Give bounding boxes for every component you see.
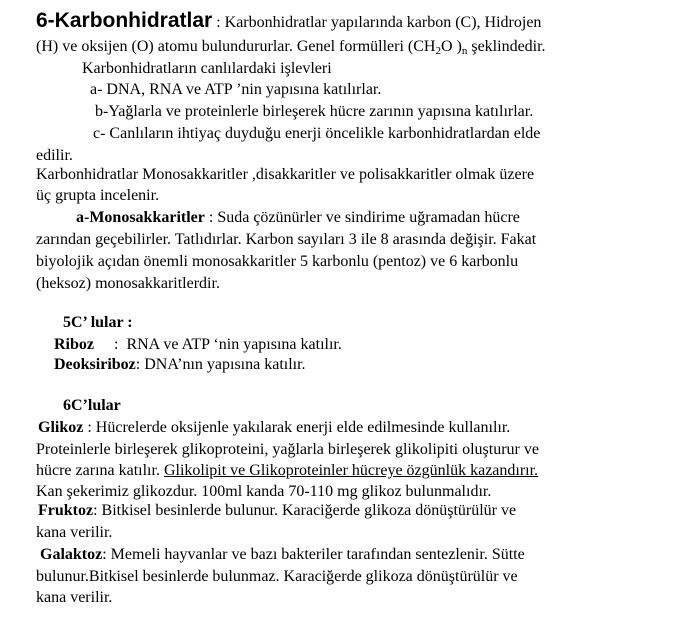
c5-heading: 5C’ lular :: [63, 314, 133, 331]
classification-line-1: Karbonhidratlar Monosakkaritler ,disakkaritler ve polisakkaritler olmak üzere: [36, 166, 535, 183]
page-title: 6-Karbonhidratlar: [36, 9, 213, 32]
riboz-label: Riboz: [54, 336, 94, 353]
classification-line-2: üç grupta incelenir.: [36, 187, 160, 204]
fruktoz-label: Fruktoz: [38, 502, 94, 519]
deoksiriboz-label: Deoksiriboz: [54, 356, 136, 373]
glikoz-line-4: Kan şekerimiz glikozdur. 100ml kanda 70-110 mg glikoz bulunmalıdır.: [36, 483, 492, 500]
fruktoz-line-2: kana verilir.: [36, 524, 113, 541]
glikoz-label: Glikoz: [38, 419, 84, 436]
c6-heading: 6C’lular: [63, 397, 121, 414]
function-item-a: a- DNA, RNA ve ATP ’nin yapısına katılırlar.: [90, 81, 382, 98]
glikoz-line-1: Glikoz : Hücrelerde oksijenle yakılarak enerji elde edilmesinde kullanılır.: [38, 419, 511, 436]
galaktoz-label: Galaktoz: [40, 546, 103, 563]
function-item-c: c- Canlıların ihtiyaç duyduğu enerji öncelikle karbonhidratlardan elde: [93, 125, 541, 142]
riboz-line: Riboz : RNA ve ATP ‘nin yapısına katılır.: [54, 336, 342, 353]
function-item-c-continued: edilir.: [36, 147, 73, 164]
intro-line-2: (H) ve oksijen (O) atomu bulundururlar. Genel formülleri ($CH_2O$ )$_n$ şeklindedir.: [36, 38, 546, 57]
galaktoz-line-2: bulunur.Bitkisel besinlerde bulunmaz. Karaciğerde glikoza dönüştürülür ve: [36, 568, 518, 585]
intro-line-1: [36, 8, 541, 36]
glikoz-underlined-text: Glikolipit ve Glikoproteinler hücreye özgünlük kazandırır.: [163, 462, 539, 479]
glikoz-line-2: Proteinlerle birleşerek glikoproteini, yağlarla birleşerek glikolipiti oluşturur ve: [36, 441, 539, 458]
mono-label: a-Monosakkaritler: [76, 209, 205, 226]
glikoz-line-3: hücre zarına katılır. Glikolipit ve Glikoproteinler hücreye özgünlük kazandırır.: [36, 462, 539, 479]
galaktoz-line-3: kana verilir.: [36, 589, 113, 606]
deoksiriboz-line: Deoksiriboz: DNA’nın yapısına katılır.: [54, 356, 306, 373]
mono-line-1: a-Monosakkaritler : Suda çözünürler ve sindirime uğramadan hücre: [76, 209, 520, 226]
mono-line-4: (heksoz) monosakkaritlerdir.: [36, 275, 220, 292]
galaktoz-line-1: Galaktoz: Memeli hayvanlar ve bazı bakteriler tarafından sentezlenir. Sütte: [40, 546, 525, 563]
mono-line-3: biyolojik açıdan önemli monosakkaritler 5 karbonlu (pentoz) ve 6 karbonlu: [36, 253, 519, 270]
mono-line-2: zarından geçebilirler. Tatlıdırlar. Karbon sayıları 3 ile 8 arasında değişir. Fakat: [36, 231, 537, 248]
function-item-b: b-Yağlarla ve proteinlerle birleşerek hücre zarının yapısına katılırlar.: [95, 103, 534, 120]
fruktoz-line-1: Fruktoz: Bitkisel besinlerde bulunur. Karaciğerde glikoza dönüştürülür ve: [38, 502, 517, 519]
functions-heading: Karbonhidratların canlılardaki işlevleri: [82, 60, 332, 77]
intro-text-1: : Karbonhidratlar yapılarında karbon (C), Hidrojen: [212, 14, 542, 31]
